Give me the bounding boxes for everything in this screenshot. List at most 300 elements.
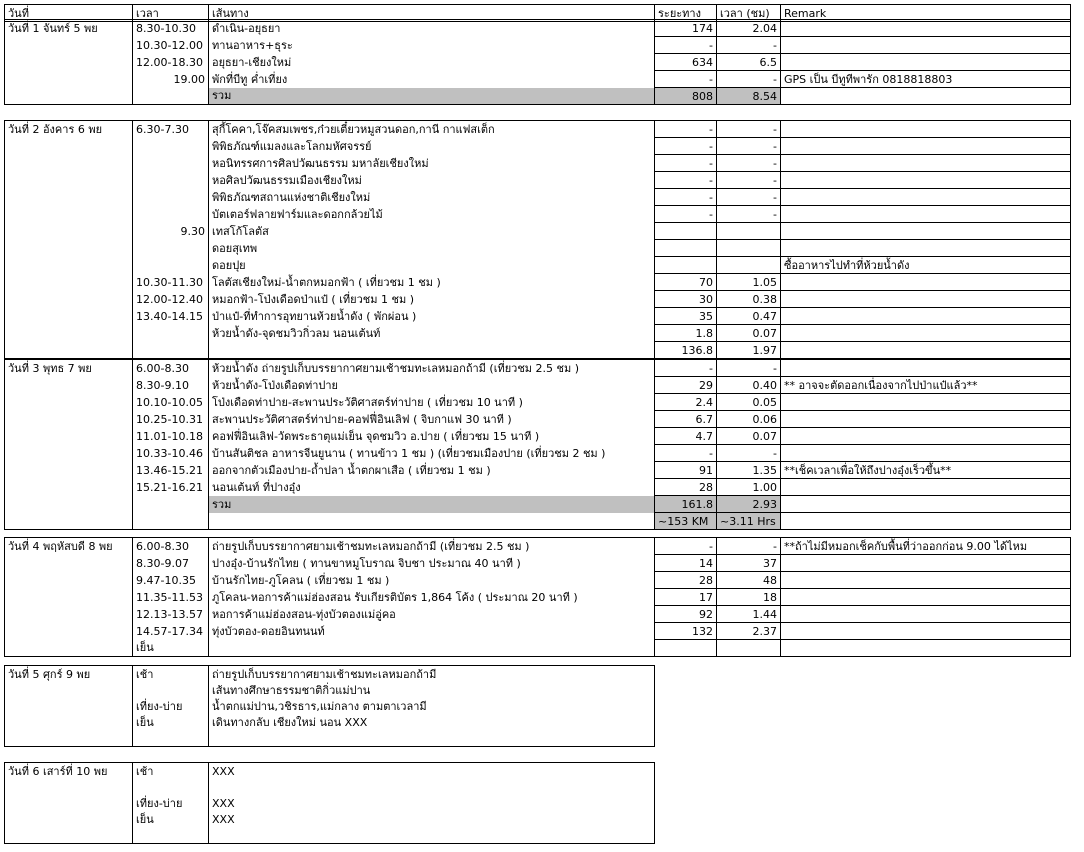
- table-row: [5, 606, 1071, 623]
- time-cell: 8.30-9.10: [133, 377, 209, 394]
- table-row: [5, 538, 1071, 555]
- route-cell: รวม: [209, 88, 655, 105]
- day-label: [5, 257, 133, 274]
- table-row: [5, 555, 1071, 572]
- remark-cell: [781, 206, 1071, 223]
- day-label: [5, 623, 133, 640]
- distance-cell: 1.8: [655, 325, 717, 342]
- day-label: วันที่ 1 จันทร์ 5 พย: [5, 20, 133, 37]
- distance-cell: [655, 257, 717, 274]
- distance-cell: [655, 240, 717, 257]
- time-cell: 12.13-13.57: [133, 606, 209, 623]
- time-cell: 10.30-11.30: [133, 274, 209, 291]
- time-cell: เที่ยง-บ่าย: [133, 795, 209, 811]
- remark-cell: [781, 445, 1071, 462]
- table-row: [5, 88, 1071, 105]
- distance-cell: -: [655, 189, 717, 206]
- route-cell: ดอยสุเทพ: [209, 240, 655, 257]
- remark-cell: [781, 640, 1071, 657]
- table-row: [5, 779, 655, 795]
- day-label: [5, 555, 133, 572]
- remark-cell: [781, 555, 1071, 572]
- day-label: [5, 394, 133, 411]
- distance-cell: -: [655, 71, 717, 88]
- time-cell: [133, 240, 209, 257]
- day-label: [5, 682, 133, 698]
- route-cell: XXX: [209, 763, 655, 780]
- remark-cell: [781, 572, 1071, 589]
- route-cell: สะพานประวัติศาสตร์ท่าปาย-คอฟฟี่อินเลิฟ ( จิบกาแฟ 30 นาที ): [209, 411, 655, 428]
- header-remark: Remark: [781, 5, 1071, 22]
- duration-cell: -: [717, 189, 781, 206]
- day-label: [5, 240, 133, 257]
- route-cell: ดอยปุย: [209, 257, 655, 274]
- distance-cell: 161.8: [655, 496, 717, 513]
- duration-cell: 2.93: [717, 496, 781, 513]
- day-label: [5, 513, 133, 530]
- time-cell: [133, 88, 209, 105]
- distance-cell: -: [655, 121, 717, 138]
- duration-cell: 2.37: [717, 623, 781, 640]
- distance-cell: [655, 640, 717, 657]
- duration-cell: 1.44: [717, 606, 781, 623]
- remark-cell: [781, 274, 1071, 291]
- day-label: [5, 589, 133, 606]
- remark-cell: [781, 223, 1071, 240]
- distance-cell: 132: [655, 623, 717, 640]
- table-row: [5, 240, 1071, 257]
- distance-cell: 174: [655, 20, 717, 37]
- remark-cell: [781, 496, 1071, 513]
- duration-cell: -: [717, 71, 781, 88]
- route-cell: เดินทางกลับ เชียงใหม่ นอน XXX: [209, 714, 655, 730]
- distance-cell: -: [655, 138, 717, 155]
- table-row: [5, 479, 1071, 496]
- table-row: [5, 257, 1071, 274]
- route-cell: นอนเต้นท์ ที่ปางอุ๋ง: [209, 479, 655, 496]
- table-row: [5, 172, 1071, 189]
- remark-cell: [781, 606, 1071, 623]
- route-cell: [209, 730, 655, 747]
- remark-cell: [781, 54, 1071, 71]
- duration-cell: ~3.11 Hrs: [717, 513, 781, 530]
- route-cell: ห้วยน้ำดัง-โป่งเดือดท่าปาย: [209, 377, 655, 394]
- time-cell: เย็น: [133, 714, 209, 730]
- table-row: [5, 54, 1071, 71]
- distance-cell: -: [655, 445, 717, 462]
- table-row: [5, 325, 1071, 342]
- day-label: [5, 308, 133, 325]
- day-block-4: [4, 537, 1071, 657]
- duration-cell: 0.07: [717, 325, 781, 342]
- time-cell: เย็น: [133, 640, 209, 657]
- time-cell: 6.00-8.30: [133, 360, 209, 377]
- day-label: [5, 138, 133, 155]
- duration-cell: -: [717, 138, 781, 155]
- remark-cell: [781, 291, 1071, 308]
- time-cell: เช้า: [133, 666, 209, 683]
- table-row: [5, 714, 655, 730]
- distance-cell: 808: [655, 88, 717, 105]
- time-cell: 10.33-10.46: [133, 445, 209, 462]
- time-cell: 12.00-18.30: [133, 54, 209, 71]
- duration-cell: 1.00: [717, 479, 781, 496]
- route-cell: รวม: [209, 496, 655, 513]
- header-day: วันที่: [5, 5, 133, 22]
- duration-cell: 0.05: [717, 394, 781, 411]
- duration-cell: -: [717, 206, 781, 223]
- day-label: [5, 274, 133, 291]
- remark-cell: [781, 172, 1071, 189]
- day-label: [5, 189, 133, 206]
- table-row: [5, 572, 1071, 589]
- day-label: [5, 155, 133, 172]
- day-label: [5, 779, 133, 795]
- distance-cell: 91: [655, 462, 717, 479]
- time-cell: [133, 172, 209, 189]
- time-cell: 11.35-11.53: [133, 589, 209, 606]
- time-cell: 19.00: [133, 71, 209, 88]
- duration-cell: 1.35: [717, 462, 781, 479]
- distance-cell: 4.7: [655, 428, 717, 445]
- table-row: [5, 155, 1071, 172]
- time-cell: [133, 206, 209, 223]
- table-row: [5, 827, 655, 844]
- table-row: [5, 138, 1071, 155]
- route-cell: ปางอุ๋ง-บ้านรักไทย ( ทานขาหมูโบราณ จิบชา ประมาณ 40 นาที ): [209, 555, 655, 572]
- route-cell: คอฟฟี่อินเลิฟ-วัดพระธาตุแม่เย็น จุดชมวิว อ.ปาย ( เที่ยวชม 15 นาที ): [209, 428, 655, 445]
- duration-cell: -: [717, 360, 781, 377]
- day-label: [5, 377, 133, 394]
- distance-cell: -: [655, 172, 717, 189]
- table-row: [5, 377, 1071, 394]
- time-cell: [133, 730, 209, 747]
- remark-cell: [781, 513, 1071, 530]
- route-cell: หอการค้าแม่ฮ่องสอน-ทุ่งบัวตองแม่อู่คอ: [209, 606, 655, 623]
- duration-cell: [717, 257, 781, 274]
- table-row: [5, 682, 655, 698]
- day-label: [5, 496, 133, 513]
- route-cell: พิพิธภัณฑ์แมลงและโลกมหัศจรรย์: [209, 138, 655, 155]
- duration-cell: 0.47: [717, 308, 781, 325]
- day-label: [5, 223, 133, 240]
- day-label: [5, 291, 133, 308]
- time-cell: [133, 682, 209, 698]
- day-label: [5, 714, 133, 730]
- table-row: [5, 342, 1071, 359]
- distance-cell: 14: [655, 555, 717, 572]
- duration-cell: -: [717, 155, 781, 172]
- day-label: วันที่ 4 พฤหัสบดี 8 พย: [5, 538, 133, 555]
- distance-cell: 2.4: [655, 394, 717, 411]
- remark-cell: ซื้ออาหารไปทำที่ห้วยน้ำดัง: [781, 257, 1071, 274]
- time-cell: [133, 779, 209, 795]
- route-cell: เทสโก้โลตัส: [209, 223, 655, 240]
- distance-cell: -: [655, 155, 717, 172]
- route-cell: ออกจากตัวเมืองปาย-ถ้ำปลา น้ำตกผาเสือ ( เที่ยวชม 1 ชม ): [209, 462, 655, 479]
- remark-cell: ** อาจจะตัดออกเนื่องจากไปป่าแป๋แล้ว**: [781, 377, 1071, 394]
- time-cell: 9.30: [133, 223, 209, 240]
- route-cell: ถ่ายรูปเก็บบรรยากาศยามเช้าชมทะเลหมอกถ้ามี (เที่ยวชม 2.5 ชม ): [209, 538, 655, 555]
- table-row: [5, 496, 1071, 513]
- time-cell: [133, 496, 209, 513]
- duration-cell: 0.06: [717, 411, 781, 428]
- time-cell: เที่ยง-บ่าย: [133, 698, 209, 714]
- day-label: [5, 172, 133, 189]
- route-cell: ถ่ายรูปเก็บบรรยากาศยามเช้าชมทะเลหมอกถ้ามี: [209, 666, 655, 683]
- distance-cell: 92: [655, 606, 717, 623]
- day-label: [5, 572, 133, 589]
- remark-cell: [781, 138, 1071, 155]
- route-cell: อยุธยา-เชียงใหม่: [209, 54, 655, 71]
- remark-cell: [781, 20, 1071, 37]
- header-duration: เวลา (ชม): [717, 5, 781, 22]
- time-cell: [133, 325, 209, 342]
- remark-cell: [781, 240, 1071, 257]
- time-cell: 6.30-7.30: [133, 121, 209, 138]
- table-row: [5, 223, 1071, 240]
- route-cell: โลตัสเชียงใหม่-น้ำตกหมอกฟ้า ( เที่ยวชม 1 ชม ): [209, 274, 655, 291]
- day-label: [5, 827, 133, 844]
- route-cell: พักที่บีทู ค่ำเที่ยง: [209, 71, 655, 88]
- distance-cell: -: [655, 538, 717, 555]
- duration-cell: -: [717, 538, 781, 555]
- route-cell: [209, 513, 655, 530]
- table-row: [5, 445, 1071, 462]
- time-cell: 8.30-9.07: [133, 555, 209, 572]
- distance-cell: 30: [655, 291, 717, 308]
- remark-cell: [781, 360, 1071, 377]
- duration-cell: 0.07: [717, 428, 781, 445]
- time-cell: [133, 827, 209, 844]
- table-row: [5, 121, 1071, 138]
- duration-cell: [717, 223, 781, 240]
- time-cell: 10.10-10.05: [133, 394, 209, 411]
- route-cell: หอนิทรรศการศิลปวัฒนธรรม มหาลัยเชียงใหม่: [209, 155, 655, 172]
- day-label: [5, 698, 133, 714]
- header-time: เวลา: [133, 5, 209, 22]
- table-row: [5, 20, 1071, 37]
- duration-cell: 37: [717, 555, 781, 572]
- route-cell: ห้วยน้ำดัง-จุดชมวิวกิ่วลม นอนเต้นท์: [209, 325, 655, 342]
- remark-cell: [781, 428, 1071, 445]
- time-cell: 10.25-10.31: [133, 411, 209, 428]
- table-row: [5, 698, 655, 714]
- duration-cell: 1.05: [717, 274, 781, 291]
- route-cell: XXX: [209, 811, 655, 827]
- table-row: [5, 795, 655, 811]
- distance-cell: [655, 223, 717, 240]
- remark-cell: [781, 155, 1071, 172]
- table-row: [5, 411, 1071, 428]
- remark-cell: [781, 37, 1071, 54]
- route-cell: บ้านรักไทย-ภูโคลน ( เที่ยวชม 1 ชม ): [209, 572, 655, 589]
- table-row: [5, 666, 655, 683]
- route-cell: [209, 779, 655, 795]
- day-label: [5, 606, 133, 623]
- distance-cell: 17: [655, 589, 717, 606]
- table-row: [5, 274, 1071, 291]
- route-cell: บัตเตอร์ฟลายฟาร์มและดอกกล้วยไม้: [209, 206, 655, 223]
- distance-cell: -: [655, 360, 717, 377]
- table-row: [5, 763, 655, 780]
- day-label: [5, 428, 133, 445]
- table-row: [5, 71, 1071, 88]
- duration-cell: 0.38: [717, 291, 781, 308]
- day-label: วันที่ 2 อังคาร 6 พย: [5, 121, 133, 138]
- time-cell: 14.57-17.34: [133, 623, 209, 640]
- remark-cell: [781, 589, 1071, 606]
- time-cell: 15.21-16.21: [133, 479, 209, 496]
- route-cell: เส้นทางศึกษาธรรมชาติกิ่วแม่ปาน: [209, 682, 655, 698]
- route-cell: ทานอาหาร+ธุระ: [209, 37, 655, 54]
- day-label: [5, 411, 133, 428]
- table-row: [5, 589, 1071, 606]
- time-cell: 9.47-10.35: [133, 572, 209, 589]
- distance-cell: 28: [655, 479, 717, 496]
- duration-cell: 8.54: [717, 88, 781, 105]
- duration-cell: 1.97: [717, 342, 781, 359]
- route-cell: น้ำตกแม่ปาน,วชิรธาร,แม่กลาง ตามตาเวลามี: [209, 698, 655, 714]
- time-cell: 12.00-12.40: [133, 291, 209, 308]
- distance-cell: 6.7: [655, 411, 717, 428]
- day-block-6: [4, 762, 655, 844]
- route-cell: สุกี้โคคา,โจ๊คสมเพชร,ก๋วยเตี๋ยวหมูสวนดอก,กานี กาแฟสเต็ก: [209, 121, 655, 138]
- time-cell: 6.00-8.30: [133, 538, 209, 555]
- route-cell: XXX: [209, 795, 655, 811]
- day-block-2: [4, 120, 1071, 359]
- route-cell: โป่งเดือดท่าปาย-สะพานประวัติศาสตร์ท่าปาย ( เที่ยวชม 10 นาที ): [209, 394, 655, 411]
- remark-cell: [781, 623, 1071, 640]
- table-row: [5, 730, 655, 747]
- time-cell: [133, 342, 209, 359]
- table-row: [5, 513, 1071, 530]
- day-label: [5, 325, 133, 342]
- remark-cell: [781, 189, 1071, 206]
- route-cell: [209, 640, 655, 657]
- time-cell: 13.46-15.21: [133, 462, 209, 479]
- duration-cell: -: [717, 121, 781, 138]
- time-cell: [133, 513, 209, 530]
- distance-cell: 136.8: [655, 342, 717, 359]
- route-cell: หมอกฟ้า-โป่งเดือดป่าแป๋ ( เที่ยวชม 1 ชม ): [209, 291, 655, 308]
- duration-cell: [717, 640, 781, 657]
- duration-cell: -: [717, 445, 781, 462]
- table-row: [5, 394, 1071, 411]
- header-route: เส้นทาง: [209, 5, 655, 22]
- remark-cell: **ถ้าไม่มีหมอกเช็คกับพื้นที่ว่าออกก่อน 9.00 ได้ไหม: [781, 538, 1071, 555]
- day-label: [5, 54, 133, 71]
- table-row: [5, 308, 1071, 325]
- remark-cell: **เช็คเวลาเพื่อให้ถึงปางอุ๋งเร็วขึ้น**: [781, 462, 1071, 479]
- duration-cell: 48: [717, 572, 781, 589]
- day-label: [5, 37, 133, 54]
- remark-cell: [781, 342, 1071, 359]
- duration-cell: 18: [717, 589, 781, 606]
- day-label: [5, 479, 133, 496]
- distance-cell: 29: [655, 377, 717, 394]
- remark-cell: [781, 308, 1071, 325]
- route-cell: ดำเนิน-อยุธยา: [209, 20, 655, 37]
- day-label: [5, 811, 133, 827]
- day-label: [5, 71, 133, 88]
- duration-cell: 2.04: [717, 20, 781, 37]
- distance-cell: 35: [655, 308, 717, 325]
- table-row: [5, 206, 1071, 223]
- remark-cell: [781, 121, 1071, 138]
- duration-cell: 0.40: [717, 377, 781, 394]
- route-cell: หอศิลปวัฒนธรรมเมืองเชียงใหม่: [209, 172, 655, 189]
- time-cell: [133, 257, 209, 274]
- day-label: [5, 795, 133, 811]
- time-cell: 13.40-14.15: [133, 308, 209, 325]
- table-row: [5, 623, 1071, 640]
- table-row: [5, 640, 1071, 657]
- remark-cell: [781, 479, 1071, 496]
- time-cell: 8.30-10.30: [133, 20, 209, 37]
- time-cell: [133, 155, 209, 172]
- remark-cell: [781, 325, 1071, 342]
- duration-cell: 6.5: [717, 54, 781, 71]
- duration-cell: -: [717, 172, 781, 189]
- route-cell: ป่าแป๋-ที่ทำการอุทยานห้วยน้ำดัง ( พักผ่อน ): [209, 308, 655, 325]
- time-cell: เช้า: [133, 763, 209, 780]
- day-block-3: [4, 359, 1071, 530]
- distance-cell: -: [655, 37, 717, 54]
- time-cell: 10.30-12.00: [133, 37, 209, 54]
- remark-cell: [781, 394, 1071, 411]
- duration-cell: -: [717, 37, 781, 54]
- day-label: [5, 88, 133, 105]
- time-cell: เย็น: [133, 811, 209, 827]
- remark-cell: [781, 411, 1071, 428]
- day-label: วันที่ 6 เสาร์ที่ 10 พย: [5, 763, 133, 780]
- distance-cell: 28: [655, 572, 717, 589]
- time-cell: [133, 189, 209, 206]
- route-cell: [209, 827, 655, 844]
- route-cell: [209, 342, 655, 359]
- table-row: [5, 428, 1071, 445]
- day-label: [5, 445, 133, 462]
- duration-cell: [717, 240, 781, 257]
- table-row: [5, 37, 1071, 54]
- distance-cell: ~153 KM: [655, 513, 717, 530]
- route-cell: บ้านสันติชล อาหารจีนยูนาน ( ทานข้าว 1 ชม ) (เที่ยวชมเมืองปาย (เที่ยวชม 2 ชม ): [209, 445, 655, 462]
- table-row: [5, 189, 1071, 206]
- route-cell: ห้วยน้ำดัง ถ่ายรูปเก็บบรรยากาศยามเช้าชมทะเลหมอกถ้ามี (เที่ยวชม 2.5 ชม ): [209, 360, 655, 377]
- distance-cell: -: [655, 206, 717, 223]
- table-row: [5, 462, 1071, 479]
- table-row: [5, 360, 1071, 377]
- day-label: วันที่ 3 พุทธ 7 พย: [5, 360, 133, 377]
- table-row: [5, 291, 1071, 308]
- route-cell: ภูโคลน-หอการค้าแม่ฮ่องสอน รับเกียรติบัตร 1,864 โค้ง ( ประมาณ 20 นาที ): [209, 589, 655, 606]
- day-label: [5, 730, 133, 747]
- route-cell: พิพิธภัณฑสถานแห่งชาติเชียงใหม่: [209, 189, 655, 206]
- day-label: วันที่ 5 ศุกร์ 9 พย: [5, 666, 133, 683]
- day-block-5: [4, 665, 655, 747]
- remark-cell: [781, 88, 1071, 105]
- day-label: [5, 206, 133, 223]
- distance-cell: 634: [655, 54, 717, 71]
- day-label: [5, 462, 133, 479]
- table-row: [5, 811, 655, 827]
- route-cell: ทุ่งบัวตอง-ดอยอินทนนท์: [209, 623, 655, 640]
- distance-cell: 70: [655, 274, 717, 291]
- day-block-1: [4, 19, 1071, 105]
- day-label: [5, 342, 133, 359]
- time-cell: [133, 138, 209, 155]
